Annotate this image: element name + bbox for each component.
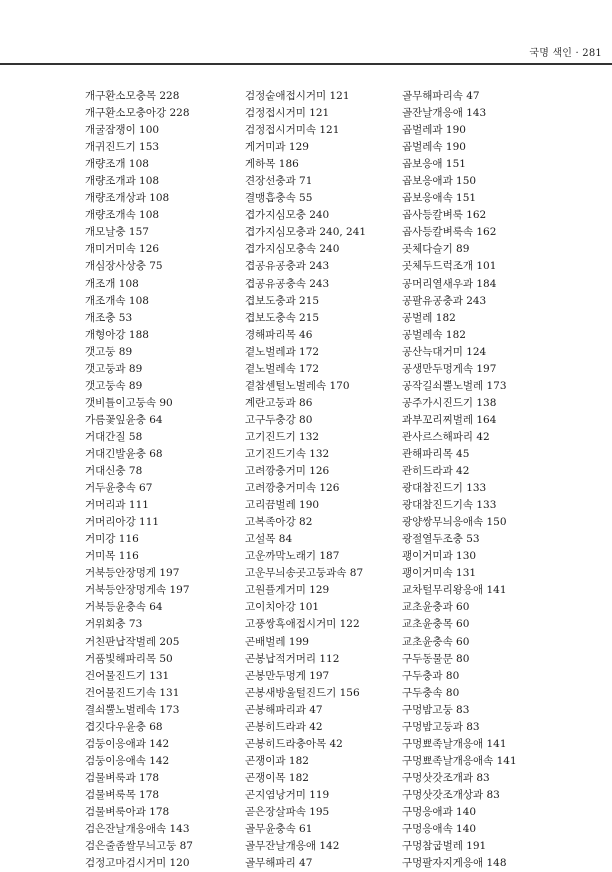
- index-entry: 교초윤충속 60: [402, 635, 470, 648]
- index-entry: 거위회충 73: [85, 618, 143, 631]
- index-entry: 구멍응애속 140: [402, 823, 477, 836]
- index-entry: 고설목 84: [245, 533, 293, 546]
- index-entry: 곤쟁이목 182: [245, 771, 309, 784]
- index-entry: 구두충과 80: [402, 669, 460, 682]
- index-entry: 겹깃다우윤충 68: [85, 720, 163, 733]
- index-entry: 공주가시진드기 138: [402, 396, 497, 409]
- index-entry: 개모날충 157: [85, 226, 149, 239]
- index-entry: 고운까막노래기 187: [245, 550, 340, 563]
- index-entry: 개조개속 108: [85, 294, 149, 307]
- index-entry: 곱사등칼벼룩속 162: [402, 226, 497, 239]
- index-entry: 개미거미속 126: [85, 243, 160, 256]
- index-entry: 곁노벌레속 172: [245, 362, 320, 375]
- index-entry: 곱벌레속 190: [402, 141, 466, 154]
- index-entry: 검은잔날개응애속 143: [85, 823, 190, 836]
- index-entry: 겹공유공충속 243: [245, 277, 330, 290]
- index-entry: 구두충속 80: [402, 686, 460, 699]
- index-entry: 경해파리목 46: [245, 328, 313, 341]
- index-entry: 구멍팔자지게응애 148: [402, 857, 507, 870]
- index-entry: 구멍밤고둥과 83: [402, 720, 480, 733]
- index-entry: 곤봉해파리과 47: [245, 703, 323, 716]
- index-entry: 골무해파리속 47: [402, 90, 480, 102]
- index-entry: 건어물진드기속 131: [85, 686, 180, 699]
- index-entry: 곤지염낭거미 119: [245, 788, 330, 801]
- index-entry: 고기진드기속 132: [245, 447, 330, 460]
- index-entry: 검은줄좀쌀무늬고둥 87: [85, 840, 193, 853]
- index-entry: 곱벌레과 190: [402, 124, 466, 137]
- index-entry: 관히드라과 42: [402, 465, 470, 478]
- index-entry: 골잔날개응애 143: [402, 107, 487, 120]
- index-entry: 개굴잠쟁이 100: [85, 124, 160, 137]
- index-entry: 곁참센털노벌레속 170: [245, 379, 350, 392]
- index-entry: 공벌레속 182: [402, 328, 466, 341]
- index-entry: 교차털무리왕응애 141: [402, 584, 507, 597]
- index-entry: 공산늑대거미 124: [402, 345, 487, 358]
- index-entry: 개조개 108: [85, 277, 139, 290]
- index-entry: 관사르스해파리 42: [402, 430, 490, 443]
- index-entry: 갯고둥과 89: [85, 362, 143, 375]
- index-entry: 구두동물문 80: [402, 652, 470, 665]
- index-entry: 공생만두멍게속 197: [402, 362, 497, 375]
- index-entry: 곤봉납적거머리 112: [245, 652, 340, 665]
- index-entry: 곤쟁이과 182: [245, 754, 309, 767]
- index-entry: 곤봉히드라충아목 42: [245, 737, 343, 750]
- index-entry: 구멍뾰족날개응애속 141: [402, 754, 517, 767]
- index-entry: 겹공유공충과 243: [245, 260, 330, 273]
- index-entry: 개량조개 108: [85, 158, 149, 171]
- index-entry: 공팔유공충과 243: [402, 294, 487, 307]
- index-entry: 곁노벌레과 172: [245, 345, 320, 358]
- index-entry: 광절열두조충 53: [402, 533, 480, 546]
- index-entry: 고복족아강 82: [245, 516, 313, 529]
- index-entry: 개심장사상충 75: [85, 260, 163, 273]
- index-entry: 갯비틀이고둥속 90: [85, 396, 173, 409]
- index-entry: 개구환소모충아강 228: [85, 107, 190, 120]
- index-entry: 교초윤충목 60: [402, 618, 470, 631]
- index-entry: 구멍응애과 140: [402, 805, 477, 818]
- index-entry: 곱보응애과 150: [402, 175, 477, 188]
- index-entry: 고원플게거미 129: [245, 584, 330, 597]
- index-entry: 거대간질 58: [85, 430, 143, 443]
- index-entry: 개형아강 188: [85, 328, 149, 341]
- index-entry: 거북등안장멍게 197: [85, 567, 180, 580]
- index-entry: 고려깡충거미 126: [245, 465, 330, 478]
- index-entry: 골무윤충속 61: [245, 823, 313, 836]
- index-entry: 거미강 116: [85, 533, 139, 546]
- index-entry: 검정접시거미 121: [245, 107, 330, 120]
- index-entry: 고풍쌍흑애접시거미 122: [245, 618, 360, 631]
- index-entry: 곤봉새방울털진드기 156: [245, 686, 360, 699]
- index-entry: 검물벼룩아과 178: [85, 805, 170, 818]
- index-entry: 곤배벌레 199: [245, 635, 309, 648]
- index-entry: 겹가지심모충속 240: [245, 243, 340, 256]
- index-entry: 검물벼룩과 178: [85, 771, 160, 784]
- index-entry: 고기진드기 132: [245, 430, 320, 443]
- index-entry: 곳체다슬기 89: [402, 243, 470, 256]
- index-entry: 곱사등칼벼룩 162: [402, 209, 487, 222]
- index-entry: 거대신충 78: [85, 465, 143, 478]
- index-entry: 검정고마검시거미 120: [85, 857, 190, 870]
- index-column-2: [245, 88, 402, 870]
- index-entry: 계란고둥과 86: [245, 396, 313, 409]
- index-entry: 검물벼룩목 178: [85, 788, 160, 801]
- index-entry: 구멍참굽벌레 191: [402, 840, 487, 853]
- index-entry: 공작길쇠뿔노벌레 173: [402, 379, 507, 392]
- index-entry: 구멍밤고둥 83: [402, 703, 470, 716]
- index-entry: 골무해파리 47: [245, 857, 313, 870]
- index-entry: 갯고둥속 89: [85, 379, 143, 392]
- index-entry: 검정접시거미속 121: [245, 124, 340, 137]
- index-entry: 개량조개과 108: [85, 175, 160, 188]
- index-entry: 개귀진드기 153: [85, 141, 160, 154]
- index-entry: 괭이거미과 130: [402, 550, 477, 563]
- index-entry: 공머리열새우과 184: [402, 277, 497, 290]
- index-entry: 개량조개상과 108: [85, 192, 170, 205]
- index-entry: 견장선충과 71: [245, 175, 313, 188]
- index-entry: 개조충 53: [85, 311, 133, 324]
- index-entry: 광대참진드기 133: [402, 482, 487, 495]
- index-entry: 거품빛해파리목 50: [85, 652, 173, 665]
- index-entry: 결쇠뿔노벌레속 173: [85, 703, 180, 716]
- index-entry: 고리끔벌레 190: [245, 499, 320, 512]
- index-entry: 곱보응애속 151: [402, 192, 477, 205]
- index-entry: 구멍뾰족날개응애 141: [402, 737, 507, 750]
- index-entry: 곧은장살파속 195: [245, 805, 330, 818]
- index-entry: 거머리아강 111: [85, 516, 160, 529]
- index-entry: 구멍삿갓조개상과 83: [402, 788, 500, 801]
- index-entry: 개구환소모충목 228: [85, 90, 180, 102]
- index-entry: 겹보도충속 215: [245, 311, 320, 324]
- index-entry: 검둥이응애속 142: [85, 754, 170, 767]
- index-entry: 괭이거미속 131: [402, 567, 477, 580]
- index-entry: 검정숱애접시거미 121: [245, 90, 350, 102]
- index-entry: 고려깡충거미속 126: [245, 482, 340, 495]
- index-columns: [85, 88, 592, 870]
- index-column-3: [402, 88, 562, 870]
- index-entry: 관해파리목 45: [402, 447, 470, 460]
- index-entry: 거친판납작벌레 205: [85, 635, 180, 648]
- index-entry: 거북등윤충속 64: [85, 601, 163, 614]
- index-entry: 구멍삿갓조개과 83: [402, 771, 490, 784]
- index-entry: 고운무늬송곳고둥과속 87: [245, 567, 364, 580]
- index-entry: 게하목 186: [245, 158, 299, 171]
- index-entry: 거대긴발윤충 68: [85, 447, 163, 460]
- index-entry: 골무잔날개응애 142: [245, 840, 340, 853]
- index-entry: 곱보응애 151: [402, 158, 466, 171]
- index-entry: 교초윤충과 60: [402, 601, 470, 614]
- index-entry: 개량조개속 108: [85, 209, 160, 222]
- index-entry: 거북등안장멍게속 197: [85, 584, 190, 597]
- index-entry: 겹가지심모충과 240, 241: [245, 226, 367, 239]
- index-entry: 거머리과 111: [85, 499, 149, 512]
- header-rule: [0, 63, 612, 65]
- index-entry: 고구두충강 80: [245, 413, 313, 426]
- index-entry: 곤봉만두멍게 197: [245, 669, 330, 682]
- index-entry: 거미목 116: [85, 550, 139, 563]
- index-entry: 건어물진드기 131: [85, 669, 170, 682]
- index-entry: 과부꼬리찌벌레 164: [402, 413, 497, 426]
- index-entry: 게거미과 129: [245, 141, 309, 154]
- index-entry: 갯고둥 89: [85, 345, 133, 358]
- index-entry: 가름꽃잎윤충 64: [85, 413, 163, 426]
- index-entry: 고이치아강 101: [245, 601, 320, 614]
- index-entry: 검둥이응애과 142: [85, 737, 170, 750]
- index-entry: 겹보도충과 215: [245, 294, 320, 307]
- index-column-1: [85, 88, 245, 870]
- index-entry: 곤봉히드라과 42: [245, 720, 323, 733]
- index-entry: 거두윤충속 67: [85, 482, 153, 495]
- running-header: 국명 색인 · 281: [529, 48, 602, 59]
- index-entry: 공벌레 182: [402, 311, 456, 324]
- index-entry: 곳체두드럭조개 101: [402, 260, 497, 273]
- index-entry: 광양쌍무늬응애속 150: [402, 516, 507, 529]
- index-entry: 결맹흡충속 55: [245, 192, 313, 205]
- index-entry: 겹가지심모충 240: [245, 209, 330, 222]
- index-entry: 광대참진드기속 133: [402, 499, 497, 512]
